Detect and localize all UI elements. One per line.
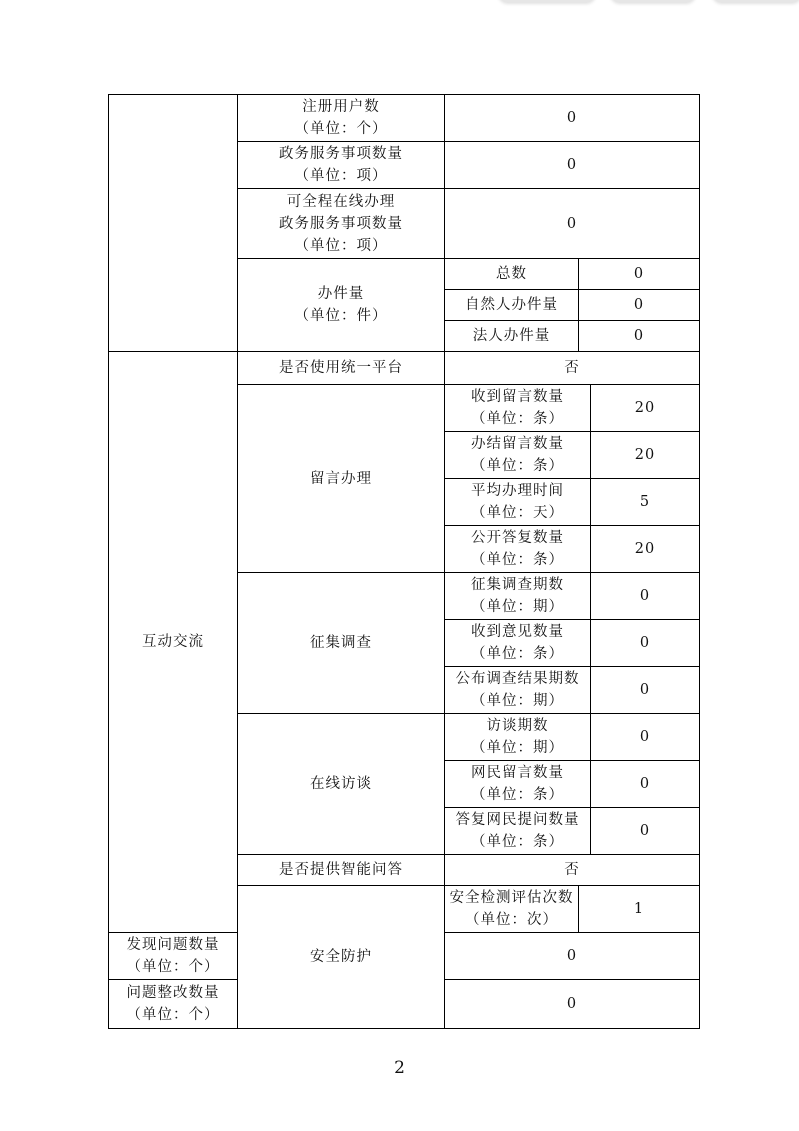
item-unit: （单位：个）: [294, 121, 388, 137]
item-value: 0: [445, 95, 700, 142]
category-security: 安全防护: [238, 886, 445, 1029]
item-unit: （单位：个）: [126, 1007, 220, 1023]
item-value: 否: [445, 352, 700, 385]
sub-value: 0: [591, 573, 700, 620]
sub-value: 0: [579, 321, 700, 352]
top-tab[interactable]: [498, 0, 596, 2]
statistics-table: [108, 94, 700, 1029]
item-label-cell: [445, 886, 579, 933]
item-value: 0: [445, 980, 700, 1029]
sub-label: 征集调查期数: [471, 577, 564, 593]
sub-label: 收到意见数量: [471, 624, 564, 640]
sub-label-cell: [445, 479, 591, 526]
item-unit: （单位：项）: [294, 237, 388, 254]
sub-value: 0: [591, 714, 700, 761]
item-label: 注册用户数: [302, 99, 380, 115]
sub-label-cell: [445, 761, 591, 808]
sub-label: 公布调查结果期数: [455, 671, 580, 687]
sub-value: 0: [591, 808, 700, 855]
table-row: [109, 352, 700, 385]
sub-value: 0: [591, 667, 700, 714]
sub-unit: （单位：条）: [471, 646, 564, 662]
table-row: [109, 95, 700, 142]
item-label: 发现问题数量: [126, 937, 220, 953]
sub-label-cell: [445, 573, 591, 620]
sub-label: 法人办件量: [445, 321, 579, 352]
item-label: 是否使用统一平台: [238, 352, 445, 385]
sub-label: 收到留言数量: [471, 389, 564, 405]
sub-label-cell: [445, 526, 591, 573]
category-cell-empty: [109, 95, 238, 352]
item-label: 安全检测评估次数: [449, 890, 574, 906]
sub-unit: （单位：期）: [471, 599, 564, 615]
sub-value: 0: [591, 620, 700, 667]
sub-unit: （单位：条）: [471, 787, 564, 803]
sub-label: 自然人办件量: [445, 290, 579, 321]
sub-label: 平均办理时间: [471, 483, 564, 499]
sub-label-cell: [445, 432, 591, 479]
sub-label-cell: [445, 667, 591, 714]
item-label-cell: [238, 95, 445, 142]
sub-unit: （单位：期）: [471, 740, 564, 756]
item-label-cell: [238, 189, 445, 259]
sub-label: 办结留言数量: [471, 436, 564, 452]
item-unit: （单位：次）: [465, 912, 558, 928]
item-label: 是否提供智能问答: [238, 855, 445, 886]
group-label-survey: 征集调查: [238, 573, 445, 714]
sub-label-cell: [445, 808, 591, 855]
sub-unit: （单位：期）: [471, 693, 564, 709]
sub-unit: （单位：条）: [471, 411, 564, 427]
top-tab-strip: [0, 0, 799, 6]
item-label: 可全程在线办理: [286, 193, 396, 210]
item-unit: （单位：项）: [294, 168, 388, 184]
sub-value: 5: [591, 479, 700, 526]
item-label-cell: [109, 933, 238, 980]
category-interaction: 互动交流: [109, 352, 238, 933]
sub-value: 0: [579, 290, 700, 321]
item-value: 1: [579, 886, 700, 933]
group-label-messages: 留言办理: [238, 385, 445, 573]
sub-value: 0: [591, 761, 700, 808]
group-label-interview: 在线访谈: [238, 714, 445, 855]
sub-unit: （单位：条）: [471, 458, 564, 474]
sub-label-cell: [445, 714, 591, 761]
sub-unit: （单位：条）: [471, 834, 564, 850]
sub-value: 20: [591, 526, 700, 573]
sub-value: 20: [591, 432, 700, 479]
sub-label: 访谈期数: [486, 718, 549, 734]
sub-unit: （单位：条）: [471, 552, 564, 568]
item-label: 办件量: [317, 286, 365, 302]
item-label-cell: [109, 980, 238, 1029]
item-unit: （单位：件）: [294, 308, 388, 324]
item-unit: （单位：个）: [126, 959, 220, 975]
sub-value: 20: [591, 385, 700, 432]
item-label-cell: [238, 259, 445, 352]
sub-label-cell: [445, 620, 591, 667]
sub-label: 网民留言数量: [471, 765, 564, 781]
item-label: 问题整改数量: [126, 985, 220, 1001]
sub-label: 公开答复数量: [471, 530, 564, 546]
item-label-cell: [238, 142, 445, 189]
sub-label: 总数: [445, 259, 579, 290]
sub-label-cell: [445, 385, 591, 432]
item-value: 0: [445, 933, 700, 980]
item-value: 0: [445, 142, 700, 189]
item-label: 政务服务事项数量: [279, 146, 403, 162]
item-value: 0: [445, 189, 700, 259]
top-tab[interactable]: [712, 0, 799, 2]
top-tab[interactable]: [610, 0, 696, 2]
item-label: 政务服务事项数量: [279, 215, 403, 232]
sub-label: 答复网民提问数量: [455, 812, 580, 828]
item-value: 否: [445, 855, 700, 886]
sub-value: 0: [579, 259, 700, 290]
page-number: 2: [394, 1058, 405, 1078]
sub-unit: （单位：天）: [471, 505, 564, 521]
